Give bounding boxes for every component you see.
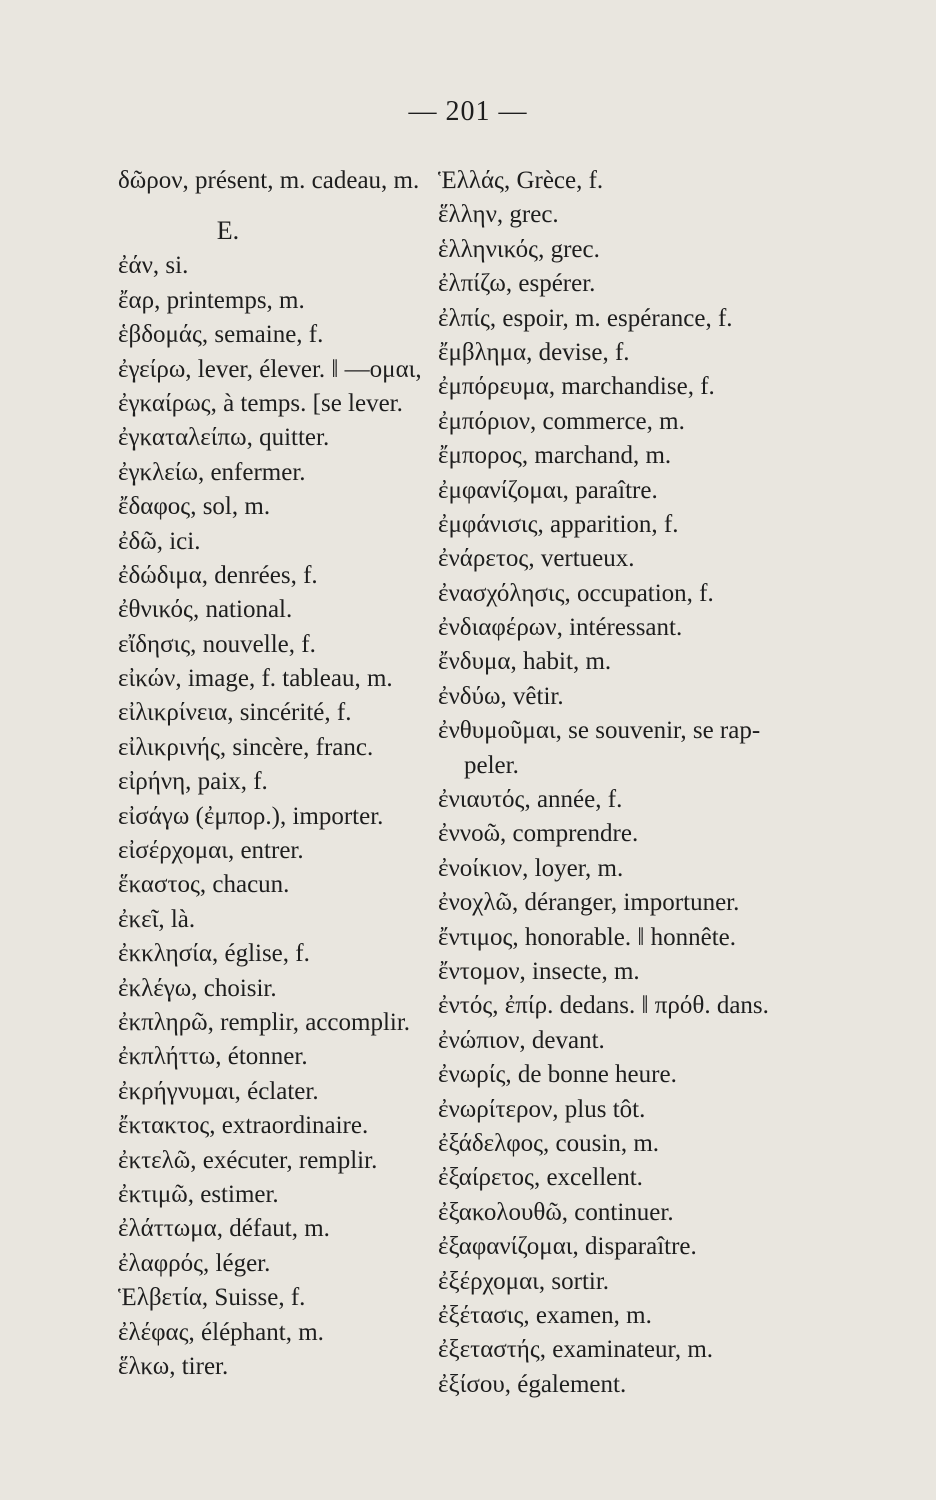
dictionary-entry: ἐλέφας, éléphant, m.: [118, 1318, 324, 1346]
dictionary-entry: ἐδώδιμα, denrées, f.: [118, 561, 318, 589]
dictionary-entry: ἐνθυμοῦμαι, se souvenir, se rap-: [438, 717, 761, 745]
dictionary-entry: ἕλλην, grec.: [438, 201, 559, 229]
dictionary-entry: ἐγκαταλείπω, quitter.: [118, 424, 330, 452]
right-column: [438, 164, 848, 1402]
dictionary-entry: ἐθνικός, national.: [118, 596, 293, 624]
dictionary-entry: ἐκτελῶ, exécuter, remplir.: [118, 1146, 378, 1174]
dictionary-entry: εἰσέρχομαι, entrer.: [118, 837, 304, 865]
dictionary-entry: ἐξάδελφος, cousin, m.: [438, 1129, 660, 1157]
left-column: [118, 164, 438, 1384]
dictionary-entry: ἔνδυμα, habit, m.: [438, 648, 612, 676]
dictionary-entry: εἰκών, image, f. tableau, m.: [118, 665, 393, 693]
dictionary-entry: ἔντιμος, honorable. ‖ honnête.: [438, 923, 736, 951]
dictionary-entry: ἐγείρω, lever, élever. ‖ —ομαι,: [118, 355, 422, 383]
dictionary-entry: ἐνδύω, vêtir.: [438, 682, 564, 710]
dictionary-entry: ἐνώπιον, devant.: [438, 1026, 605, 1054]
dictionary-entry: Ἑλβετία, Suisse, f.: [118, 1284, 306, 1312]
dictionary-entry: ἐγκλείω, enfermer.: [118, 458, 306, 486]
dictionary-entry: ἐνοίκιον, loyer, m.: [438, 854, 624, 882]
dictionary-entry: εἰσάγω (ἐμπορ.), importer.: [118, 802, 384, 830]
dictionary-entry: ἐγκαίρως, à temps. [se lever.: [118, 389, 403, 417]
dictionary-entry: ἔμπορος, marchand, m.: [438, 442, 672, 470]
dictionary-entry: ἔαρ, printemps, m.: [118, 286, 305, 314]
dictionary-entry: εἴδησις, nouvelle, f.: [118, 630, 316, 658]
dictionary-entry: ἐκκλησία, église, f.: [118, 940, 310, 968]
dictionary-entry: ἕκαστος, chacun.: [118, 871, 290, 899]
dictionary-entry: ἐμφάνισις, apparition, f.: [438, 510, 679, 538]
dictionary-entry: ἑβδομάς, semaine, f.: [118, 321, 324, 349]
dictionary-entry: ἐνάρετος, vertueux.: [438, 545, 635, 573]
dictionary-entry: ἐξέρχομαι, sortir.: [438, 1267, 610, 1295]
dictionary-entry: ἐνωρίς, de bonne heure.: [438, 1061, 677, 1089]
dictionary-entry: ἕλκω, tirer.: [118, 1352, 229, 1380]
dictionary-entry: ἐάν, si.: [118, 252, 189, 280]
dictionary-entry: ἐδῶ, ici.: [118, 527, 201, 555]
dictionary-entry: εἰλικρίνεια, sincérité, f.: [118, 699, 352, 727]
dictionary-entry: ἐξαίρετος, excellent.: [438, 1164, 643, 1192]
dictionary-entry: ἔκτακτος, extraordinaire.: [118, 1112, 369, 1140]
dictionary-entry: εἰλικρινής, sincère, franc.: [118, 733, 374, 761]
dictionary-entry: ἐλπίζω, espérer.: [438, 270, 596, 298]
dictionary-entry: Ἑλλάς, Grèce, f.: [438, 167, 604, 194]
dictionary-entry: ἐκπληρῶ, remplir, accomplir.: [118, 1008, 411, 1036]
dictionary-entry: ἐμπόριον, commerce, m.: [438, 407, 685, 435]
dictionary-entry: ἐνοχλῶ, déranger, importuner.: [438, 889, 740, 917]
dictionary-entry: εἰρήνη, paix, f.: [118, 768, 268, 796]
dictionary-entry: ἐννοῶ, comprendre.: [438, 820, 639, 848]
dictionary-entry: ἐντός, ἐπίρ. dedans. ‖ πρόθ. dans.: [438, 992, 769, 1020]
dictionary-entry: ἑλληνικός, grec.: [438, 235, 600, 263]
page-number: — 201 —: [408, 96, 528, 127]
dictionary-entry: ἐμφανίζομαι, paraître.: [438, 476, 658, 504]
dictionary-entry: ἐκλέγω, choisir.: [118, 974, 277, 1002]
dictionary-entry: ἐξεταστής, examinateur, m.: [438, 1336, 714, 1364]
dictionary-entry: ἐξίσου, également.: [438, 1370, 627, 1398]
dictionary-entry: ἐλάττωμα, défaut, m.: [118, 1215, 330, 1243]
dictionary-entry: ἐκρήγνυμαι, éclater.: [118, 1077, 319, 1105]
dictionary-entry: ἐκεῖ, là.: [118, 905, 196, 933]
letter-heading: E.: [216, 216, 240, 246]
dictionary-entry: ἐνιαυτός, année, f.: [438, 786, 623, 814]
dictionary-entry: ἐξέτασις, examen, m.: [438, 1301, 652, 1329]
dictionary-entry: peler.: [464, 751, 519, 779]
dictionary-entry: ἐλαφρός, léger.: [118, 1249, 271, 1277]
dictionary-entry: ἐξακολουθῶ, continuer.: [438, 1198, 674, 1226]
dictionary-entry: ἔμβλημα, devise, f.: [438, 338, 630, 366]
dictionary-entry: ἐκτιμῶ, estimer.: [118, 1180, 279, 1208]
dictionary-entry: ἔντομον, insecte, m.: [438, 957, 640, 985]
dictionary-entry: ἐλπίς, espoir, m. espérance, f.: [438, 304, 733, 332]
dictionary-entry: δῶρον, présent, m. cadeau, m.: [118, 167, 420, 194]
dictionary-entry: ἔδαφος, sol, m.: [118, 493, 271, 521]
dictionary-entry: ἐκπλήττω, étonner.: [118, 1043, 308, 1071]
dictionary-entry: ἐνωρίτερον, plus tôt.: [438, 1095, 646, 1123]
dictionary-entry: ἐξαφανίζομαι, disparaître.: [438, 1233, 697, 1261]
dictionary-entry: ἐμπόρευμα, marchandise, f.: [438, 373, 715, 401]
dictionary-entry: ἐνδιαφέρων, intéressant.: [438, 614, 683, 642]
dictionary-entry: ἐνασχόλησις, occupation, f.: [438, 579, 714, 607]
